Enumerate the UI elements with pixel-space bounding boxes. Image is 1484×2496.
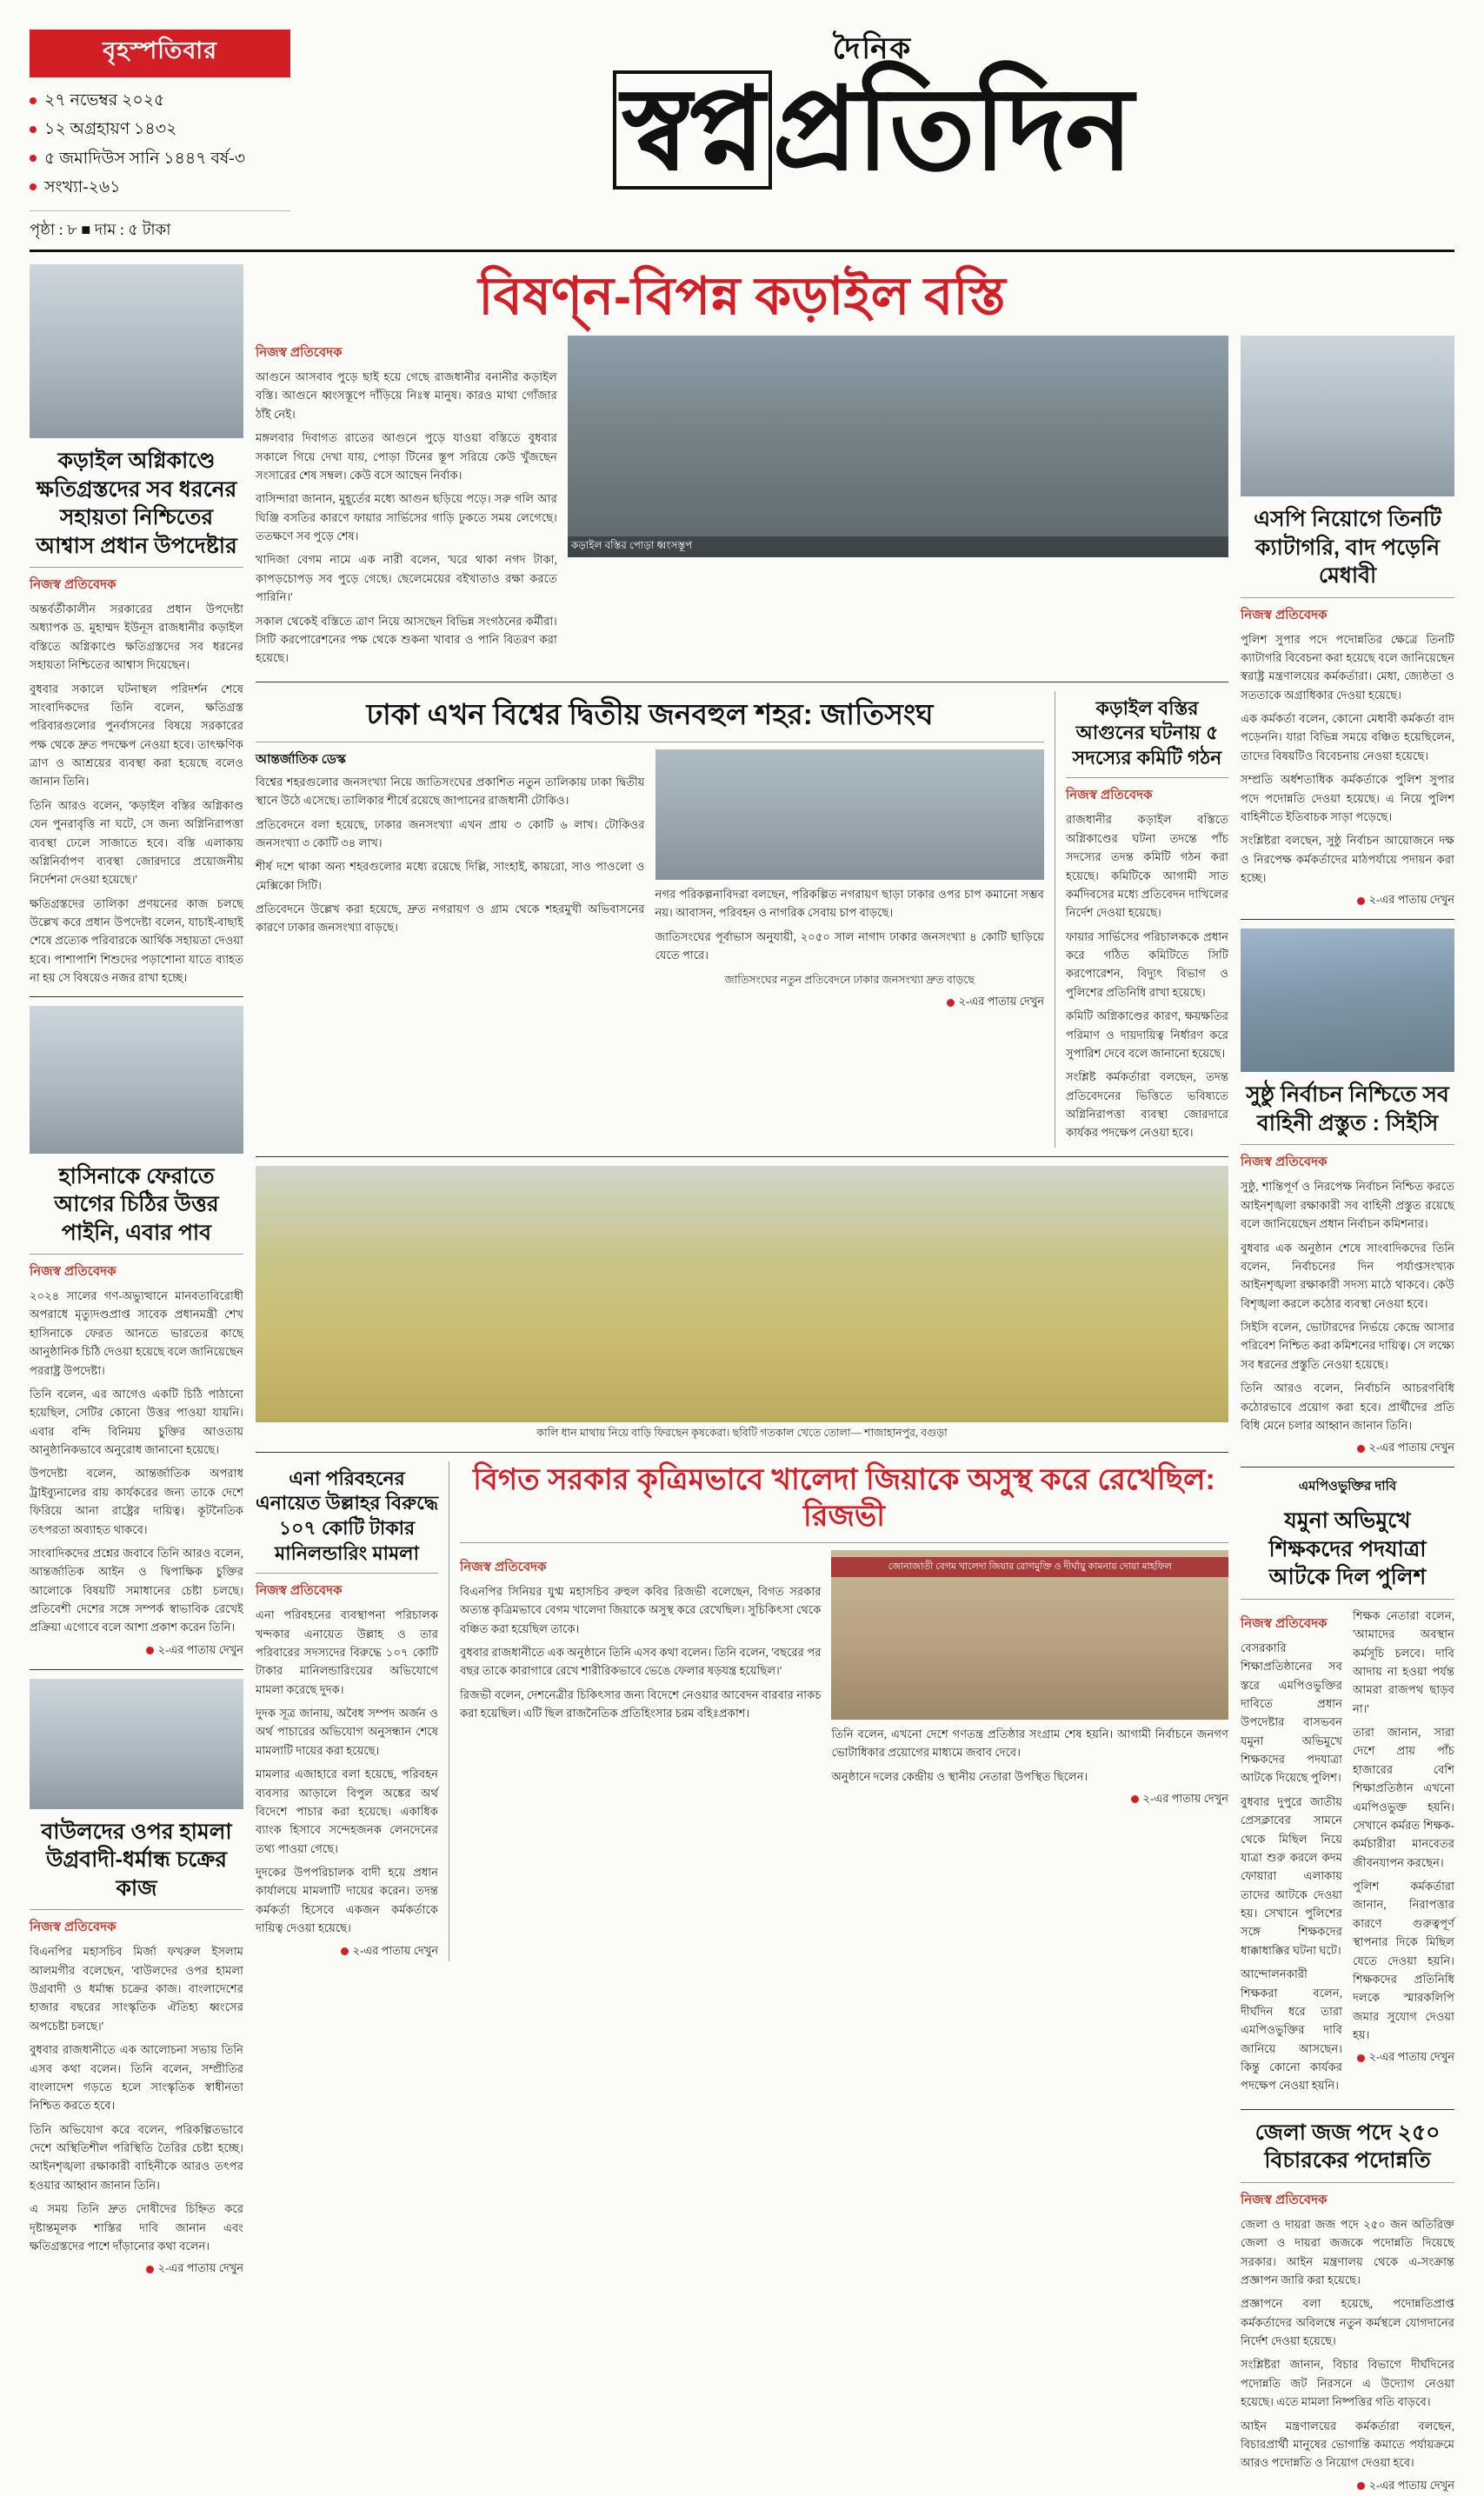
page-content xyxy=(30,264,1454,2496)
masthead-logo-area xyxy=(290,24,1454,194)
price-line: পৃষ্ঠা : ৮ ■ দাম : ৫ টাকা xyxy=(30,210,290,244)
paragraph: বুধবার রাজধানীতে এক আলোচনা সভায় তিনি এসব কথা বলেন। তিনি বলেন, সম্প্রীতির বাংলাদেশ গড়তে হলে সাংস্কৃতিক স্বাধীনতা নিশ্চিত করতে হবে। xyxy=(30,2043,243,2113)
center-column xyxy=(256,264,1454,2496)
masthead xyxy=(30,24,1454,252)
paragraph: মামলার এজাহারে বলা হয়েছে, পরিবহন ব্যবসার আড়ালে বিপুল অঙ্কের অর্থ বিদেশে পাচার করা হয়েছে। একাধিক ব্যাংক হিসাবে সন্দেহজনক লেনদেনের তথ্য পাওয়া গেছে। xyxy=(256,1767,438,1855)
paragraph: খাদিজা বেগম নামে এক নারী বলেন, 'ঘরে থাকা নগদ টাকা, কাপড়চোপড় সব পুড়ে গেছে। ছেলেমেয়ের বইখাতাও রক্ষা করতে পারিনি।' xyxy=(256,553,557,604)
divider xyxy=(1241,2182,1454,2183)
paragraph: সুষ্ঠু, শান্তিপূর্ণ ও নিরপেক্ষ নির্বাচন নিশ্চিত করতে আইনশৃঙ্খলা রক্ষাকারী সব বাহিনী প্রস্তুত রয়েছে বলে জানিয়েছেন প্রধান নির্বাচন কমিশনার। xyxy=(1241,1180,1454,1231)
main-headline: বিষণ্ন-বিপন্ন কড়াইল বস্তি xyxy=(478,267,1006,325)
judges-story-headline: জেলা জজ পদে ২৫০ বিচারকের পদোন্নতি xyxy=(1254,2120,1441,2173)
right-column xyxy=(1241,336,1454,2496)
ena-byline: নিজস্ব প্রতিবেদক xyxy=(256,1583,343,1599)
red-dot-icon xyxy=(1357,2482,1365,2490)
paragraph: তিনি বলেন, এর আগেও একটি চিঠি পাঠানো হয়েছিল, সেটির কোনো উত্তর পাওয়া যায়নি। এবার বন্দি বিনিময় চুক্তির আওতায় আনুষ্ঠানিকভাবে অনুরোধ জানানো হয়েছে। xyxy=(30,1387,243,1456)
divider xyxy=(256,1156,1228,1157)
continued-label: ২-এর পাতায় দেখুন xyxy=(157,1642,243,1656)
issue-number: সংখ্যা-২৬১ xyxy=(44,177,121,196)
judges-body xyxy=(1241,2215,1454,2473)
logo-word-2: প্রতিদিন xyxy=(772,66,1132,194)
red-dot-icon xyxy=(1357,897,1365,905)
bottom-stories xyxy=(256,1461,1228,1961)
paragraph: সিইসি বলেন, ভোটারদের নির্ভয়ে কেন্দ্রে আসার পরিবেশ নিশ্চিত করা কমিশনের দায়িত্ব। সে লক্ষ্যে সব ধরনের প্রস্তুতি নেওয়া হয়েছে। xyxy=(1241,1321,1454,1371)
paddy-field-photo xyxy=(256,1166,1228,1422)
judges-byline: নিজস্ব প্রতিবেদক xyxy=(1241,2192,1328,2207)
dateline xyxy=(30,86,290,202)
red-dot-icon xyxy=(947,999,955,1007)
khaleda-story-headline: বিগত সরকার কৃত্রিমভাবে খালেদা জিয়াকে অসুস্থ করে রেখেছিল: রিজভী xyxy=(473,1462,1215,1534)
newspaper-logo xyxy=(290,66,1454,194)
paragraph: সাংবাদিকদের প্রশ্নের জবাবে তিনি আরও বলেন, আন্তর্জাতিক আইন ও দ্বিপাক্ষিক চুক্তির আলোকে বিষয়টি সমাধানের চেষ্টা চলছে। প্রতিবেশী দেশের সঙ্গে সম্পর্ক স্বাভাবিক রেখেই প্রক্রিয়া এগোবে বলে আশা প্রকাশ করেন তিনি। xyxy=(30,1546,243,1634)
paragraph: পুলিশ কর্মকর্তারা জানান, নিরাপত্তার কারণে গুরুত্বপূর্ণ স্থাপনার দিকে মিছিল যেতে দেওয়া হয়নি। শিক্ষকদের প্রতিনিধি দলকে স্মারকলিপি জমার সুযোগ দেওয়া হয়। xyxy=(1353,1880,1454,2041)
paragraph: বুধবার এক অনুষ্ঠান শেষে সাংবাদিকদের তিনি বলেন, নির্বাচনের দিন পর্যাপ্তসংখ্যক আইনশৃঙ্খলা রক্ষাকারী সদস্য মাঠে থাকবে। কেউ বিশৃঙ্খলা করলে কঠোর ব্যবস্থা নেওয়া হবে। xyxy=(1241,1241,1454,1310)
cec-event-photo xyxy=(1241,929,1454,1072)
paragraph: বিএনপির সিনিয়র যুগ্ম মহাসচিব রুহুল কবির রিজভী বলেছেন, বিগত সরকার অত্যন্ত কৃত্রিমভাবে বেগম খালেদা জিয়াকে অসুস্থ করে রেখেছিল। সুচিকিৎসা থেকে বঞ্চিত করা হয়েছিল তাকে। xyxy=(460,1584,822,1635)
dhaka-photo-caption: জাতিসংঘের নতুন প্রতিবেদনে ঢাকার জনসংখ্যা দ্রুত বাড়ছে xyxy=(724,974,975,987)
paragraph: মঙ্গলবার দিবাগত রাতের আগুনে পুড়ে যাওয়া বস্তিতে বুধবার সকালে গিয়ে দেখা যায়, পোড়া টিনের স্তূপ সরিয়ে কেউ খুঁজছেন সংসারের শেষ সম্বল। কেউ বসে আছেন নির্বাক। xyxy=(256,431,557,482)
bullet-icon xyxy=(30,183,37,190)
paragraph: নগর পরিকল্পনাবিদরা বলছেন, পরিকল্পিত নগরায়ণ ছাড়া ঢাকার ওপর চাপ কমানো সম্ভব নয়। আবাসন, পরিবহন ও নাগরিক সেবায় চাপ বাড়ছে। xyxy=(655,887,1044,920)
dhaka-kicker: আন্তর্জাতিক ডেস্ক xyxy=(256,751,346,767)
divider xyxy=(256,1452,1228,1453)
continued-label: ২-এর পাতায় দেখুন xyxy=(1368,2050,1454,2064)
left-story1-headline: কড়াইল অগ্নিকাণ্ডে ক্ষতিগ্রস্তদের সব ধরনের সহায়তা নিশ্চিতের আশ্বাস প্রধান উপদেষ্টার xyxy=(36,449,237,558)
bullet-icon xyxy=(30,126,37,133)
dhaka-city-photo xyxy=(655,749,1045,880)
masthead-left xyxy=(30,24,290,244)
cec-body xyxy=(1241,1177,1454,1434)
paragraph: প্রতিবেদনে বলা হয়েছে, ঢাকার জনসংখ্যা এখন প্রায় ৩ কোটি ৬ লাখ। টোকিওর জনসংখ্যা ৩ কোটি ৩৪ লাখ। xyxy=(256,817,645,849)
paragraph: বুধবার রাজধানীতে এক অনুষ্ঠানে তিনি এসব কথা বলেন। তিনি বলেন, 'বছরের পর বছর তাকে কারাগারে রেখে শারীরিকভাবে ভেঙে ফেলার ষড়যন্ত্র হয়েছিল।' xyxy=(460,1645,822,1678)
teachers-byline: নিজস্ব প্রতিবেদক xyxy=(1241,1615,1328,1631)
divider xyxy=(1241,919,1454,920)
divider xyxy=(30,1669,243,1670)
teachers-continued[interactable] xyxy=(1353,2049,1454,2067)
paragraph: আইন মন্ত্রণালয়ের কর্মকর্তারা বলছেন, বিচারপ্রার্থী মানুষের ভোগান্তি কমাতে পর্যায়ক্রমে আরও পদোন্নতি ও নিয়োগ দেওয়া হবে। xyxy=(1241,2419,1454,2470)
judges-continued[interactable] xyxy=(1241,2478,1454,2496)
paragraph: ২০২৪ সালের গণ-অভ্যুত্থানে মানবতাবিরোধী অপরাধে মৃত্যুদণ্ডপ্রাপ্ত সাবেক প্রধানমন্ত্রী শেখ হাসিনাকে ফেরত আনতে ভারতের কাছে আনুষ্ঠানিক চিঠি দেওয়া হয়েছে বলে জানিয়েছেন পররাষ্ট্র উপদেষ্টা। xyxy=(30,1289,243,1377)
paragraph: তিনি অভিযোগ করে বলেন, পরিকল্পিতভাবে দেশে অস্থিতিশীল পরিস্থিতি তৈরির চেষ্টা হচ্ছে। আইনশৃঙ্খলা রক্ষাকারী বাহিনীকে আরও তৎপর হওয়ার আহ্বান জানান তিনি। xyxy=(30,2122,243,2192)
paragraph: প্রতিবেদনে উল্লেখ করা হয়েছে, দ্রুত নগরায়ণ ও গ্রাম থেকে শহরমুখী অভিবাসনের কারণে ঢাকার জনসংখ্যা বাড়ছে। xyxy=(256,902,645,935)
left-story3-byline: নিজস্ব প্রতিবেদক xyxy=(30,1920,116,1935)
portrait-photo-chief-adviser xyxy=(30,264,243,438)
sp-byline: নিজস্ব প্রতিবেদক xyxy=(1241,607,1328,622)
teachers-kicker: এমপিওভুক্তির দাবি xyxy=(1298,1479,1397,1494)
committee-byline: নিজস্ব প্রতিবেদক xyxy=(1066,788,1153,803)
paragraph: সংশ্লিষ্টরা জানান, বিচার বিভাগে দীর্ঘদিনের পদোন্নতি জট নিরসনে এ উদ্যোগ নেওয়া হয়েছে। এতে মামলা নিষ্পত্তির গতি বাড়বে। xyxy=(1241,2358,1454,2409)
paragraph: বেসরকারি শিক্ষাপ্রতিষ্ঠানের সব স্তরে এমপিওভুক্তির দাবিতে প্রধান উপদেষ্টার বাসভবন যমুনা অভিমুখে শিক্ষকদের পদযাত্রা আটকে দিয়েছে পুলিশ। xyxy=(1241,1641,1342,1785)
date-hijri: ৫ জমাদিউস সানি ১৪৪৭ বর্ষ-৩ xyxy=(44,149,246,168)
divider xyxy=(30,1909,243,1910)
divider xyxy=(1241,1599,1454,1600)
portrait-photo-adviser xyxy=(30,1006,243,1154)
date-gregorian: ২৭ নভেম্বর ২০২৫ xyxy=(44,91,165,110)
bullet-icon xyxy=(30,97,37,104)
paragraph: তিনি আরও বলেন, 'কড়াইল বস্তির অগ্নিকাণ্ড যেন পুনরাবৃত্তি না ঘটে, সে জন্য অগ্নিনিরাপত্তা ব্যবস্থা ঢেলে সাজাতে হবে। বস্তি এলাকায় অগ্নিনির্বাপণ ব্যবস্থা জোরদারে প্রয়োজনীয় নির্দেশনা দেওয়া হয়েছে।' xyxy=(30,798,243,887)
ena-body xyxy=(256,1606,438,1937)
slum-fire-photo xyxy=(568,336,1228,557)
ena-story-headline: এনা পরিবহনের এনায়েত উল্লাহর বিরুদ্ধে ১০৭ কোটি টাকার মানিলন্ডারিং মামলা xyxy=(256,1467,438,1564)
paragraph: সম্প্রতি অর্ধশতাধিক কর্মকর্তাকে পুলিশ সুপার পদে পদোন্নতি দেওয়া হয়েছে। এ নিয়ে পুলিশ বাহিনীতে ইতিবাচক সাড়া পড়েছে। xyxy=(1241,773,1454,823)
teachers-body-right xyxy=(1353,1607,1454,2045)
dhaka-body-right xyxy=(655,885,1045,965)
paragraph: সংশ্লিষ্ট কর্মকর্তারা বলছেন, তদন্ত প্রতিবেদনের ভিত্তিতে ভবিষ্যতে অগ্নিনিরাপত্তা ব্যবস্থা জোরদারে কার্যকর পদক্ষেপ নেওয়া হবে। xyxy=(1066,1070,1228,1140)
daily-label: দৈনিক xyxy=(832,33,913,65)
paragraph: ফায়ার সার্ভিসের পরিচালককে প্রধান করে গঠিত কমিটিতে সিটি করপোরেশন, বিদ্যুৎ বিভাগ ও পুলিশের প্রতিনিধি রাখা হয়েছে। xyxy=(1066,929,1228,999)
ena-continued[interactable] xyxy=(256,1943,438,1961)
paragraph: এনা পরিবহনের ব্যবস্থাপনা পরিচালক খন্দকার এনায়েত উল্লাহ ও তার পরিবারের সদস্যদের বিরুদ্ধে ১০৭ কোটি টাকার মানিলন্ডারিংয়ের অভিযোগে মামলা করেছে দুদক। xyxy=(256,1608,438,1696)
left-story3-headline: বাউলদের ওপর হামলা উগ্রবাদী-ধর্মান্ধ চক্রের কাজ xyxy=(41,1819,232,1900)
portrait-photo-bnp-leader xyxy=(30,1679,243,1809)
lead-body-left xyxy=(256,368,557,668)
left-story2-headline: হাসিনাকে ফেরাতে আগের চিঠির উত্তর পাইনি, এবার পাব xyxy=(54,1163,219,1245)
left-story2-body xyxy=(30,1287,243,1637)
cec-continued[interactable] xyxy=(1241,1440,1454,1458)
paragraph: সংশ্লিষ্টরা বলছেন, সুষ্ঠু নির্বাচন আয়োজনে দক্ষ ও নিরপেক্ষ কর্মকর্তাদের মাঠপর্যায়ে পদায়ন করা হচ্ছে। xyxy=(1241,834,1454,884)
khaleda-body-right xyxy=(831,1725,1228,1786)
banner-text: জোনাজাতী বেগম খালেদা জিয়ার রোগমুক্তি ও দীর্ঘায়ু কামনায় দোয়া মাহফিল xyxy=(831,1557,1228,1577)
left-story3-continued[interactable] xyxy=(30,2260,243,2279)
paragraph: অনুষ্ঠানে দলের কেন্দ্রীয় ও স্থানীয় নেতারা উপস্থিত ছিলেন। xyxy=(831,1769,1088,1783)
cec-byline: নিজস্ব প্রতিবেদক xyxy=(1241,1155,1328,1170)
divider xyxy=(30,1254,243,1255)
khaleda-continued[interactable] xyxy=(831,1791,1228,1809)
divider xyxy=(1241,1467,1454,1468)
left-story1-byline: নিজস্ব প্রতিবেদক xyxy=(30,577,116,592)
divider xyxy=(30,996,243,997)
bullet-icon xyxy=(30,155,37,162)
field-photo-caption: কালি ধান মাথায় নিয়ে বাড়ি ফিরছেন কৃষকেরা। ছবিটি গতকাল খেতে তোলা— শাজাহানপুর, বগুড়া xyxy=(536,1426,948,1439)
paragraph: বুধবার সকালে ঘটনাস্থল পরিদর্শন শেষে সাংবাদিকদের তিনি বলেন, ক্ষতিগ্রস্ত পরিবারগুলোর পুনর্বাসনের বিষয়ে সরকারের পক্ষ থেকে দ্রুত পদক্ষেপ নেওয়া হবে। তাৎক্ষণিক ত্রাণ ও আশ্রয়ের ব্যবস্থা করা হয়েছে বলেও জানান তিনি। xyxy=(30,682,243,789)
continued-label: ২-এর পাতায় দেখুন xyxy=(1142,1791,1228,1805)
paragraph: বাসিন্দারা জানান, মুহূর্তের মধ্যে আগুন ছড়িয়ে পড়ে। সরু গলি আর ঘিঞ্জি বসতির কারণে ফায়ার সার্ভিসের গাড়ি ঢুকতে সময় লেগেছে। ততক্ষণে সব পুড়ে শেষ। xyxy=(256,492,557,542)
paragraph: সকাল থেকেই বস্তিতে ত্রাণ নিয়ে আসছেন বিভিন্ন সংগঠনের কর্মীরা। সিটি করপোরেশনের পক্ষ থেকে শুকনা খাবার ও পানি বিতরণ করা হয়েছে। xyxy=(256,614,557,665)
paragraph: উপদেষ্টা বলেন, আন্তর্জাতিক অপরাধ ট্রাইব্যুনালের রায় কার্যকরের জন্য তাকে দেশে ফিরিয়ে আনা রাষ্ট্রের দায়িত্ব। কূটনৈতিক তৎপরতা অব্যাহত থাকবে। xyxy=(30,1467,243,1536)
portrait-photo-police-official xyxy=(1241,336,1454,496)
divider xyxy=(1241,2109,1454,2110)
continued-label: ২-এর পাতায় দেখুন xyxy=(1368,2478,1454,2492)
paragraph: এ সময় তিনি দ্রুত দোষীদের চিহ্নিত করে দৃষ্টান্তমূলক শাস্তির দাবি জানান এবং ক্ষতিগ্রস্তদের পাশে দাঁড়ানোর কথা বলেন। xyxy=(30,2202,243,2253)
weekday-badge: বৃহস্পতিবার xyxy=(30,30,290,77)
red-dot-icon xyxy=(1357,1445,1365,1453)
divider xyxy=(1241,597,1454,598)
paragraph: তিনি বলেন, এখনো দেশে গণতন্ত্র প্রতিষ্ঠার সংগ্রাম শেষ হয়নি। আগামী নির্বাচনে জনগণ ভোটাধিকার প্রয়োগের মাধ্যমে জবাব দেবে। xyxy=(831,1727,1228,1760)
teachers-story-headline: যমুনা অভিমুখে শিক্ষকদের পদযাত্রা আটকে দিল পুলিশ xyxy=(1268,1508,1427,1590)
teachers-body-left xyxy=(1241,1639,1342,2095)
committee-story-headline: কড়াইল বস্তির আগুনের ঘটনায় ৫ সদস্যের কমিটি গঠন xyxy=(1072,696,1222,769)
paragraph: অন্তর্বর্তীকালীন সরকারের প্রধান উপদেষ্টা অধ্যাপক ড. মুহাম্মদ ইউনূস রাজধানীর কড়াইল বস্তিতে অগ্নিকাণ্ডে ক্ষতিগ্রস্তদের সব ধরনের সহায়তা নিশ্চিতের আশ্বাস দিয়েছেন। xyxy=(30,602,243,672)
continued-label: ২-এর পাতায় দেখুন xyxy=(352,1943,438,1957)
logo-word-1: স্বপ্ন xyxy=(613,70,772,190)
paragraph: তিনি আরও বলেন, নির্বাচনি আচরণবিধি কঠোরভাবে প্রয়োগ করা হবে। প্রার্থীদের প্রতি বিধি মেনে চলার আহ্বান জানান তিনি। xyxy=(1241,1381,1454,1432)
left-column xyxy=(30,264,243,2496)
left-story3-body xyxy=(30,1942,243,2255)
lead-story xyxy=(256,336,1228,673)
paragraph: রিজভী বলেন, দেশনেত্রীর চিকিৎসার জন্য বিদেশে নেওয়ার আবেদন বারবার নাকচ করা হয়েছিল। এটি ছিল রাজনৈতিক প্রতিহিংসার চরম বহিঃপ্রকাশ। xyxy=(460,1687,822,1721)
lead-byline: নিজস্ব প্রতিবেদক xyxy=(256,345,343,360)
dhaka-story-headline: ঢাকা এখন বিশ্বের দ্বিতীয় জনবহুল শহর: জাতিসংঘ xyxy=(366,697,934,730)
sp-story-headline: এসপি নিয়োগে তিনটি ক্যাটাগরি, বাদ পড়েনি মেধাবী xyxy=(1254,507,1441,588)
paragraph: বিশ্বের শহরগুলোর জনসংখ্যা নিয়ে জাতিসংঘের প্রকাশিত নতুন তালিকায় ঢাকা দ্বিতীয় স্থানে উঠে এসেছে। তালিকার শীর্ষে রয়েছে জাপানের রাজধানী টোকিও। xyxy=(256,775,645,808)
divider xyxy=(256,1573,438,1574)
paragraph: আন্দোলনকারী শিক্ষকরা বলেন, দীর্ঘদিন ধরে তারা এমপিওভুক্তির দাবি জানিয়ে আসছেন। কিন্তু কোনো কার্যকর পদক্ষেপ নেওয়া হয়নি। xyxy=(1241,1967,1342,2093)
paragraph: ক্ষতিগ্রস্তদের তালিকা প্রণয়নের কাজ চলছে উল্লেখ করে প্রধান উপদেষ্টা বলেন, যাচাই-বাছাই শেষে প্রত্যেক পরিবারকে আর্থিক সহায়তা দেওয়া হবে। পাশাপাশি শিশুদের পড়াশোনা যাতে ব্যাহত না হয় সে বিষয়েও নজর রাখা হচ্ছে। xyxy=(30,896,243,985)
left-story2-continued[interactable] xyxy=(30,1642,243,1661)
divider xyxy=(1066,777,1228,778)
left-story1-body xyxy=(30,600,243,988)
divider xyxy=(460,1542,1228,1543)
paragraph: প্রজ্ঞাপনে বলা হয়েছে, পদোন্নতিপ্রাপ্ত কর্মকর্তাদের অবিলম্বে নতুন কর্মস্থলে যোগদানের নির্দেশ দেওয়া হয়েছে। xyxy=(1241,2297,1454,2347)
dua-mahfil-photo xyxy=(831,1550,1228,1720)
paragraph: দুদক সূত্র জানায়, অবৈধ সম্পদ অর্জন ও অর্থ পাচারের অভিযোগ অনুসন্ধান শেষে মামলাটি দায়ের করা হয়েছে। xyxy=(256,1707,438,1757)
red-dot-icon xyxy=(341,1947,349,1955)
paragraph: পুলিশ সুপার পদে পদোন্নতির ক্ষেত্রে তিনটি ক্যাটাগরি বিবেচনা করা হয়েছে বলে জানিয়েছেন স্বরাষ্ট্র মন্ত্রণালয়ের কর্মকর্তারা। মেধা, জ্যেষ্ঠতা ও সততাকে অগ্রাধিকার দেওয়া হয়েছে। xyxy=(1241,632,1454,702)
photo-alt-text: কড়াইল বস্তির পোড়া ধ্বংসস্তূপ xyxy=(568,536,1228,557)
paragraph: জেলা ও দায়রা জজ পদে ২৫০ জন অতিরিক্ত জেলা ও দায়রা জজকে পদোন্নতি দিয়েছে সরকার। আইন মন্ত্রণালয় থেকে এ-সংক্রান্ত প্রজ্ঞাপন জারি করা হয়েছে। xyxy=(1241,2217,1454,2286)
date-bangla: ১২ অগ্রহায়ণ ১৪৩২ xyxy=(44,120,177,139)
continued-label: ২-এর পাতায় দেখুন xyxy=(157,2261,243,2275)
red-dot-icon xyxy=(1131,1795,1139,1803)
khaleda-body-left xyxy=(460,1582,821,1723)
divider xyxy=(30,567,243,568)
cec-story-headline: সুষ্ঠু নির্বাচন নিশ্চিতে সব বাহিনী প্রস্তুত : সিইসি xyxy=(1246,1082,1449,1135)
sp-continued[interactable] xyxy=(1241,892,1454,910)
paragraph: শিক্ষক নেতারা বলেন, 'আমাদের অবস্থান কর্মসূচি চলবে। দাবি আদায় না হওয়া পর্যন্ত আমরা রাজপথ ছাড়ব না।' xyxy=(1353,1608,1454,1715)
paragraph: তারা জানান, সারা দেশে প্রায় পাঁচ হাজারের বেশি শিক্ষাপ্রতিষ্ঠান এখনো এমপিওভুক্ত হয়নি। সেখানে কর্মরত শিক্ষক-কর্মচারীরা মানবেতর জীবনযাপন করছেন। xyxy=(1353,1726,1454,1869)
sp-body xyxy=(1241,630,1454,888)
paragraph: এক কর্মকর্তা বলেন, কোনো মেধাবী কর্মকর্তা বাদ পড়েননি। যারা বিভিন্ন সময়ে বঞ্চিত হয়েছিলেন, তাদের বিষয়টিও বিবেচনায় নেওয়া হয়েছে। xyxy=(1241,712,1454,762)
left-story2-byline: নিজস্ব প্রতিবেদক xyxy=(30,1264,116,1279)
red-dot-icon xyxy=(146,2266,154,2273)
secondary-stories xyxy=(256,691,1228,1148)
paragraph: জাতিসংঘের পূর্বাভাস অনুযায়ী, ২০৫০ সাল নাগাদ ঢাকার জনসংখ্যা ৪ কোটি ছাড়িয়ে যেতে পারে। xyxy=(655,929,1044,962)
red-dot-icon xyxy=(1357,2054,1365,2062)
paragraph: বিএনপির মহাসচিব মির্জা ফখরুল ইসলাম আলমগীর বলেছেন, 'বাউলদের ওপর হামলা উগ্রবাদী ও ধর্মান্ধ চক্রের কাজ। বাংলাদেশের হাজার বছরের সাংস্কৃতিক ঐতিহ্য ধ্বংসের অপচেষ্টা চলছে।' xyxy=(30,1945,243,2033)
continued-label: ২-এর পাতায় দেখুন xyxy=(958,995,1044,1008)
paragraph: বুধবার দুপুরে জাতীয় প্রেসক্লাবের সামনে থেকে মিছিল নিয়ে যাত্রা শুরু করলে কদম ফোয়ারা এলাকায় তাদের আটকে দেওয়া হয়। সেখানে পুলিশের সঙ্গে শিক্ষকদের ধাক্কাধাক্কির ঘটনা ঘটে। xyxy=(1241,1794,1342,1957)
dhaka-body-left xyxy=(256,773,645,937)
khaleda-byline: নিজস্ব প্রতিবেদক xyxy=(460,1559,547,1574)
committee-body xyxy=(1066,810,1228,1142)
paragraph: রাজধানীর কড়াইল বস্তিতে অগ্নিকাণ্ডের ঘটনা তদন্তে পাঁচ সদস্যের তদন্ত কমিটি গঠন করা হয়েছে। কমিটিকে আগামী সাত কর্মদিবসের মধ্যে প্রতিবেদন দাখিলের নির্দেশ দেওয়া হয়েছে। xyxy=(1066,813,1228,920)
paragraph: শীর্ষ দশে থাকা অন্য শহরগুলোর মধ্যে রয়েছে দিল্লি, সাংহাই, কায়রো, সাও পাওলো ও মেক্সিকো সিটি। xyxy=(256,860,645,892)
divider xyxy=(1241,1144,1454,1145)
paragraph: দুদকের উপপরিচালক বাদী হয়ে প্রধান কার্যালয়ে মামলাটি দায়ের করেন। তদন্ত কর্মকর্তা হিসেবে একজন কর্মকর্তাকে দায়িত্ব দেওয়া হয়েছে। xyxy=(256,1866,438,1935)
continued-label: ২-এর পাতায় দেখুন xyxy=(1368,1441,1454,1454)
continued-label: ২-এর পাতায় দেখুন xyxy=(1368,893,1454,907)
paragraph: আগুনে আসবাব পুড়ে ছাই হয়ে গেছে রাজধানীর বনানীর কড়াইল বস্তি। আগুনে ধ্বংসস্তূপে দাঁড়িয়ে নিঃস্ব মানুষ। কারও মাথা গোঁজার ঠাঁই নেই। xyxy=(256,370,557,421)
dhaka-continued[interactable] xyxy=(655,994,1045,1012)
red-dot-icon xyxy=(146,1647,154,1654)
paragraph: কমিটি অগ্নিকাণ্ডের কারণ, ক্ষয়ক্ষতির পরিমাণ ও দায়দায়িত্ব নির্ধারণ করে সুপারিশ দেবে বলে জানানো হয়েছে। xyxy=(1066,1009,1228,1060)
